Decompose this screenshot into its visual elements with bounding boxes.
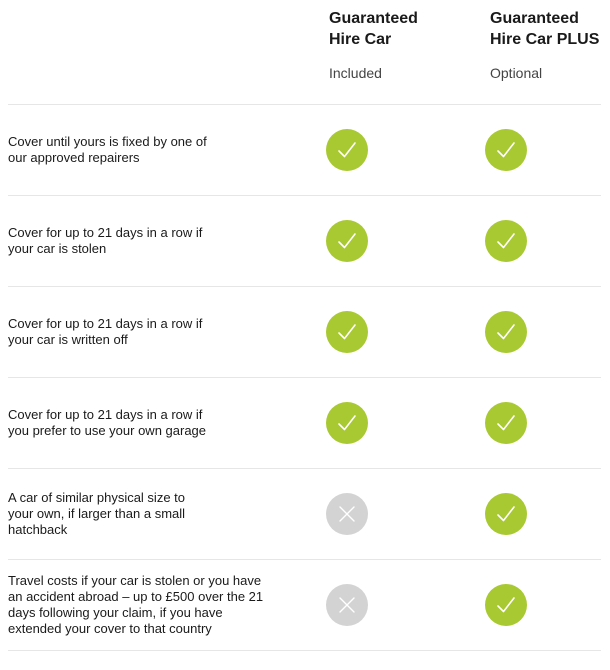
- column-title-line: Hire Car PLUS: [490, 31, 600, 48]
- check-icon: [485, 584, 527, 626]
- row-label: [8, 134, 288, 166]
- check-icon: [485, 493, 527, 535]
- check-icon: [485, 129, 527, 171]
- row-label: [8, 573, 288, 637]
- coverage-cell: [485, 402, 527, 444]
- row-label-line: your car is written off: [8, 332, 128, 347]
- table-row: [8, 105, 601, 196]
- coverage-cell: [326, 402, 368, 444]
- column-status: Optional: [490, 65, 543, 81]
- table-row: [8, 287, 601, 378]
- column-title: [490, 8, 610, 50]
- table-row: [8, 469, 601, 560]
- row-label-line: Cover until yours is fixed by one of: [8, 134, 207, 149]
- row-label: [8, 225, 288, 257]
- check-icon: [326, 129, 368, 171]
- column-title: [329, 8, 459, 50]
- table-row: [8, 560, 601, 651]
- row-label-line: Travel costs if your car is stolen or you have: [8, 573, 262, 588]
- coverage-cell: [326, 129, 368, 171]
- check-icon: [326, 311, 368, 353]
- row-label-line: Cover for up to 21 days in a row if: [8, 316, 203, 331]
- check-icon: [326, 402, 368, 444]
- check-icon: [485, 311, 527, 353]
- row-label-line: an accident abroad – up to £500 over the 21: [8, 589, 264, 604]
- column-status: Included: [329, 65, 382, 81]
- coverage-cell: [485, 129, 527, 171]
- coverage-cell: [326, 584, 368, 626]
- column-title-line: Guaranteed: [490, 10, 579, 27]
- coverage-cell: [326, 311, 368, 353]
- row-label-line: days following your claim, if you have: [8, 605, 223, 620]
- row-label-line: extended your cover to that country: [8, 621, 212, 636]
- row-label-line: Cover for up to 21 days in a row if: [8, 225, 203, 240]
- column-header-guaranteed-hire-car-plus: [490, 8, 610, 81]
- column-header-guaranteed-hire-car: [329, 8, 459, 81]
- check-icon: [485, 220, 527, 262]
- coverage-cell: [485, 311, 527, 353]
- coverage-cell: [326, 493, 368, 535]
- row-label: [8, 316, 288, 348]
- comparison-header: [0, 0, 610, 104]
- row-label-line: Cover for up to 21 days in a row if: [8, 407, 203, 422]
- row-label: [8, 407, 288, 439]
- row-label-line: your car is stolen: [8, 241, 107, 256]
- cross-icon: [326, 493, 368, 535]
- coverage-cell: [485, 220, 527, 262]
- row-label-line: your own, if larger than a small: [8, 506, 186, 521]
- row-label: [8, 490, 288, 538]
- table-row: [8, 378, 601, 469]
- column-title-line: Hire Car: [329, 31, 392, 48]
- comparison-table: [8, 104, 601, 651]
- row-label-line: A car of similar physical size to: [8, 490, 186, 505]
- coverage-cell: [485, 493, 527, 535]
- coverage-cell: [326, 220, 368, 262]
- check-icon: [326, 220, 368, 262]
- table-row: [8, 196, 601, 287]
- row-label-line: hatchback: [8, 522, 68, 537]
- row-label-line: our approved repairers: [8, 150, 140, 165]
- coverage-cell: [485, 584, 527, 626]
- cross-icon: [326, 584, 368, 626]
- check-icon: [485, 402, 527, 444]
- row-label-line: you prefer to use your own garage: [8, 423, 207, 438]
- column-title-line: Guaranteed: [329, 10, 418, 27]
